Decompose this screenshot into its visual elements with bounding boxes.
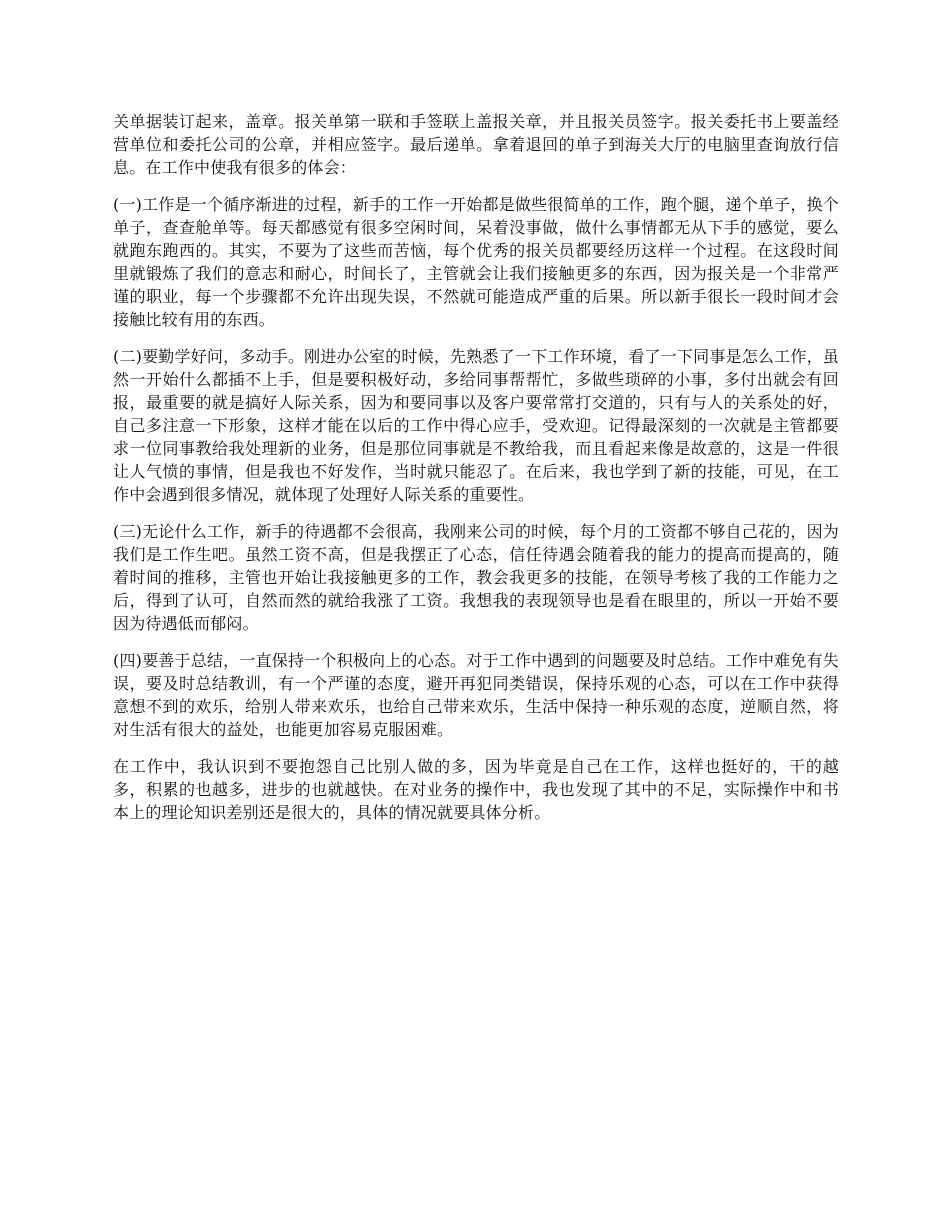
document-body [113,110,839,838]
paragraph-intro: 关单据装订起来，盖章。报关单第一联和手签联上盖报关章，并且报关员签字。报关委托书上要盖经营单位和委托公司的公章，并相应签字。最后递单。拿着退回的单子到海关大厅的电脑里查询放行信息。在工作中使我有很多的体会： [113,112,839,177]
paragraph-conclusion: 在工作中，我认识到不要抱怨自己比别人做的多，因为毕竟是自己在工作，这样也挺好的，干的越多，积累的也越多，进步的也就越快。在对业务的操作中，我也发现了其中的不足，实际操作中和书本上的理论知识差别还是很大的，具体的情况就要具体分析。 [113,757,839,822]
paragraph-point-1: (一)工作是一个循序渐进的过程，新手的工作一开始都是做些很简单的工作，跑个腿，递个单子，换个单子，查查舱单等。每天都感觉有很多空闲时间，呆着没事做，做什么事情都无从下手的感觉，要么就跑东跑西的。其实，不要为了这些而苦恼，每个优秀的报关员都要经历这样一个过程。在这段时间里就锻炼了我们的意志和耐心，时间长了，主管就会让我们接触更多的东西，因为报关是一个非常严谨的职业，每一个步骤都不允许出现失误，不然就可能造成严重的后果。所以新手很长一段时间才会接触比较有用的东西。 [113,195,839,329]
paragraph-point-3: (三)无论什么工作，新手的待遇都不会很高，我刚来公司的时候，每个月的工资都不够自己花的，因为我们是工作生吧。虽然工资不高，但是我摆正了心态，信任待遇会随着我的能力的提高而提高的，随着时间的推移，主管也开始让我接触更多的工作，教会我更多的技能，在领导考核了我的工作能力之后，得到了认可，自然而然的就给我涨了工资。我想我的表现领导也是看在眼里的，所以一开始不要因为待遇低而郁闷。 [113,522,839,633]
paragraph-point-2: (二)要勤学好问，多动手。刚进办公室的时候，先熟悉了一下工作环境，看了一下同事是怎么工作，虽然一开始什么都插不上手，但是要积极好动，多给同事帮帮忙，多做些琐碎的小事，多付出就会有回报，最重要的就是搞好人际关系，因为和要同事以及客户要常常打交道的，只有与人的关系处的好，自己多注意一下形象，这样才能在以后的工作中得心应手，受欢迎。记得最深刻的一次就是主管都要求一位同事教给我处理新的业务，但是那位同事就是不教给我，而且看起来像是故意的，这是一件很让人气愤的事情，但是我也不好发作，当时就只能忍了。在后来，我也学到了新的技能，可见，在工作中会遇到很多情况，就体现了处理好人际关系的重要性。 [113,347,839,504]
paragraph-point-4: (四)要善于总结，一直保持一个积极向上的心态。对于工作中遇到的问题要及时总结。工作中难免有失误，要及时总结教训，有一个严谨的态度，避开再犯同类错误，保持乐观的心态，可以在工作中获得意想不到的欢乐，给别人带来欢乐，也给自己带来欢乐，生活中保持一种乐观的态度，逆顺自然，将对生活有很大的益处，也能更加容易克服困难。 [113,651,839,739]
